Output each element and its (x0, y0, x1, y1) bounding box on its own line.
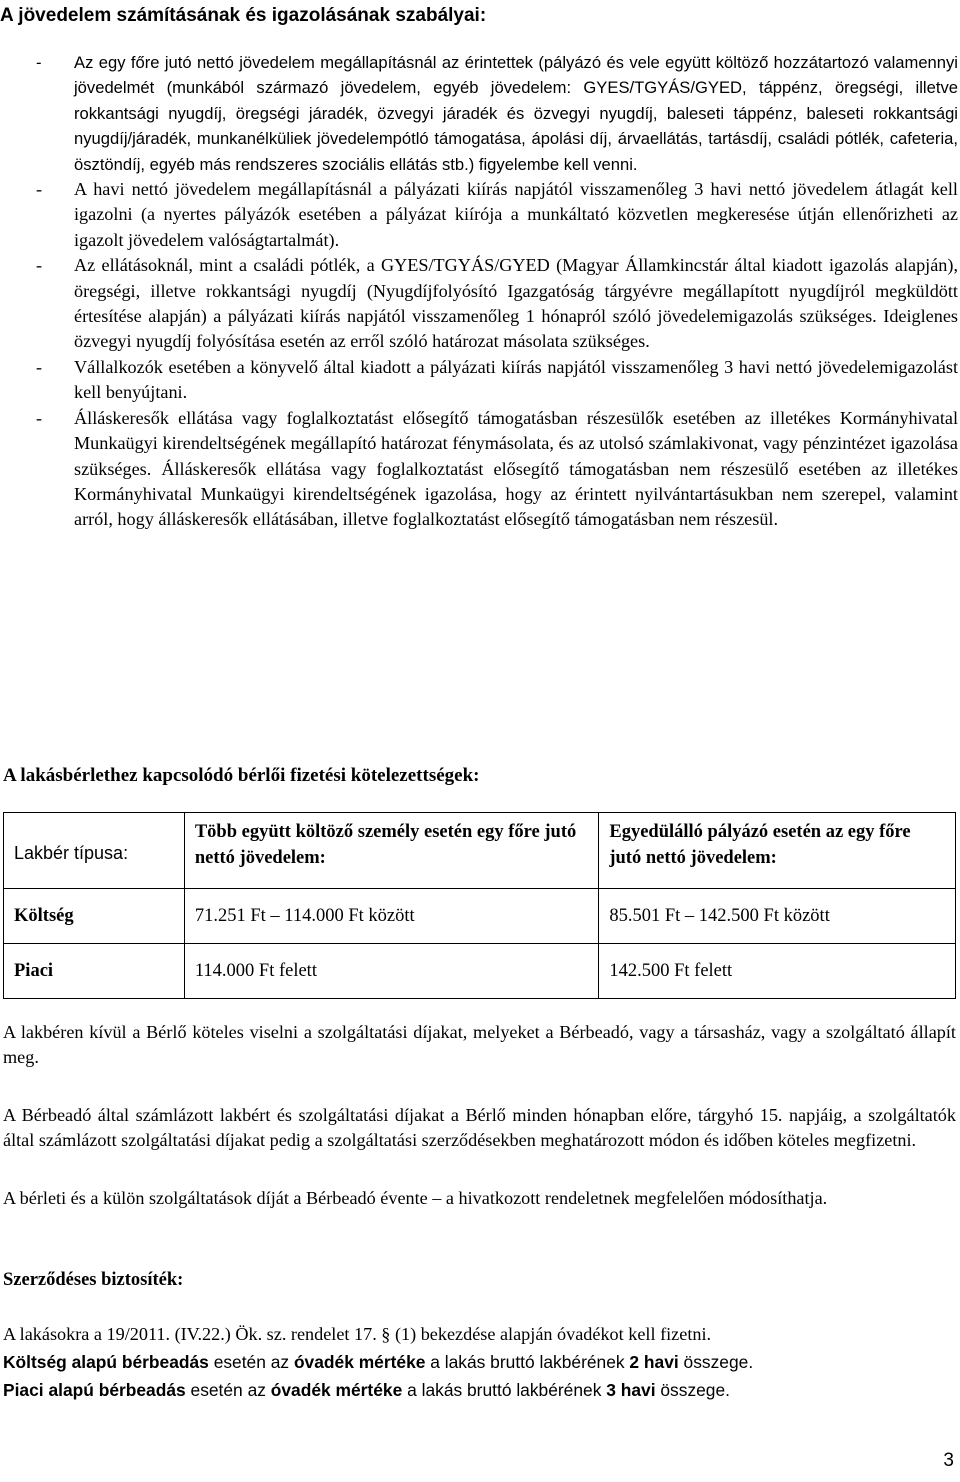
deposit-market-based-line (3, 1378, 730, 1402)
deposit-text: összege. (655, 1380, 730, 1400)
market-based-rental-label: Piaci alapú bérbeadás (3, 1380, 186, 1400)
deposit-months: 2 havi (629, 1352, 679, 1372)
list-dash: - (36, 53, 42, 72)
deposit-legal-basis: A lakásokra a 19/2011. (IV.22.) Ök. sz. rendelet 17. § (1) bekezdése alapján óvadékot kell fizetni. (3, 1324, 712, 1344)
deposit-amount-label: óvadék mértéke (293, 1352, 426, 1372)
table-row (4, 889, 956, 944)
payment-deadline-paragraph: A Bérbeadó által számlázott lakbért és szolgáltatási díjakat a Bérlő minden hónapban előre, tárgyhó 15. napjáig, a szolgáltatók által számlázott szolgáltatási díjakat pedig a szolgáltatási szerződésekben meghatározott módon és időben köteles megfizetni. (3, 1105, 956, 1151)
deposit-text: összege. (678, 1352, 754, 1372)
list-dash: - (36, 407, 43, 428)
deposit-text: esetén az (185, 1380, 271, 1400)
multi-person-range-cell: 114.000 Ft felett (184, 944, 599, 999)
cost-based-rental-label: Költség alapú bérbeadás (3, 1352, 209, 1372)
single-applicant-range-cell: 142.500 Ft felett (599, 944, 956, 999)
deposit-text: esetén az (208, 1352, 294, 1372)
list-dash: - (36, 255, 43, 276)
fee-modification-paragraph: A bérleti és a külön szolgáltatások díját a Bérbeadó évente – a hivatkozott rendeletnek megfelelően módosíthatja. (3, 1188, 828, 1208)
deposit-months: 3 havi (606, 1380, 656, 1400)
deposit-amount-label: óvadék mértéke (270, 1380, 403, 1400)
rent-type-cell: Piaci (4, 944, 185, 999)
income-rule-item (0, 50, 958, 177)
service-fees-paragraph: A lakbéren kívül a Bérlő köteles viselni a szolgáltatási díjakat, melyeket a Bérbeadó, vagy a társasház, vagy a szolgáltató állapít meg. (3, 1022, 956, 1068)
income-rule-text: Az egy főre jutó nettó jövedelem megállapításnál az érintettek (pályázó és vele együtt költöző hozzátartozó valamennyi jövedelmét (munkából származó jövedelem, egyéb jövedelem: GYES/TGYÁS/GYED, táppénz, öregségi, illetve rokkantsági nyugdíj, öregségi járadék, özvegyi járadék és özvegyi nyugdíj, baleseti táppénz, baleseti rokkantsági nyugdíj/járadék, munkanélküliek jövedelempótló támogatása, ápolási díj, árvaellátás, tartásdíj, családi pótlék, cafeteria, ösztöndíj, egyéb más rendszeres szociális ellátás stb.) figyelembe kell venni. (74, 53, 958, 174)
deposit-heading: Szerződéses biztosíték: (3, 1270, 184, 1290)
list-dash: - (36, 179, 43, 200)
deposit-cost-based-line (3, 1350, 753, 1374)
deposit-text: a lakás bruttó lakbérének (402, 1380, 607, 1400)
income-rule-text: A havi nettó jövedelem megállapításnál a pályázati kiírás napjától visszamenőleg 3 havi nettó jövedelem átlagát kell igazolni (a nyertes pályázók esetében a pályázat kiírója a munkáltató közvetlen megkeresése útján ellenőrizheti az igazolt jövedelem valóságtartalmát). (74, 179, 958, 250)
page-number: 3 (943, 1450, 954, 1471)
table-row (4, 944, 956, 999)
income-rule-item (0, 355, 958, 406)
deposit-text: a lakás bruttó lakbérének (425, 1352, 630, 1372)
single-applicant-range-cell: 85.501 Ft – 142.500 Ft között (599, 889, 956, 944)
multi-person-income-header: Több együtt költöző személy esetén egy főre jutó nettó jövedelem: (184, 813, 599, 889)
multi-person-range-cell: 71.251 Ft – 114.000 Ft között (184, 889, 599, 944)
income-rule-item (0, 177, 958, 253)
list-dash: - (36, 356, 43, 377)
rent-type-cell: Költség (4, 889, 185, 944)
income-rule-item (0, 253, 958, 355)
income-rules-heading: A jövedelem számításának és igazolásának szabályai: (0, 5, 487, 26)
income-rule-text: Vállalkozók esetében a könyvelő által kiadott a pályázati kiírás napjától visszamenőleg 3 havi nettó jövedelemigazolást kell benyújtani. (74, 356, 958, 403)
income-rule-text: Álláskeresők ellátása vagy foglalkoztatást elősegítő támogatásban részesülők esetében az illetékes Kormányhivatal Munkaügyi kirendeltségének megállapító határozat fénymásolata, és az utolsó számlakivonat, vagy pénzintézet igazolása szükséges. Álláskeresők ellátása vagy foglalkoztatást elősegítő támogatásban nem részesülő esetében az illetékes Kormányhivatal Munkaügyi kirendeltségének igazolása, hogy az érintett nyilvántartásukban nem szerepel, valamint arról, hogy álláskeresők ellátásában, illetve foglalkoztatást elősegítő támogatásban nem részesül. (74, 407, 958, 530)
income-rules-list (0, 50, 960, 533)
single-applicant-income-header: Egyedülálló pályázó esetén az egy főre jutó nettó jövedelem: (599, 813, 956, 889)
rent-type-header: Lakbér típusa: (4, 813, 185, 889)
income-rule-item (0, 406, 958, 533)
rent-obligations-heading: A lakásbérlethez kapcsolódó bérlői fizetési kötelezettségek: (3, 765, 480, 786)
rent-table (3, 812, 956, 999)
rent-table-header-row (4, 813, 956, 889)
income-rule-text: Az ellátásoknál, mint a családi pótlék, a GYES/TGYÁS/GYED (Magyar Államkincstár által kiadott igazolás alapján), öregségi, illetve rokkantsági nyugdíj (Nyugdíjfolyósító Igazgatóság tárgyévre megállapított nyugdíjról megküldött értesítése alapján) a pályázati kiírás napjától visszamenőleg 1 hónapról szóló jövedelemigazolás szükséges. Ideiglenes özvegyi nyugdíj folyósítása esetén az erről szóló határozat másolata szükséges. (74, 255, 958, 352)
